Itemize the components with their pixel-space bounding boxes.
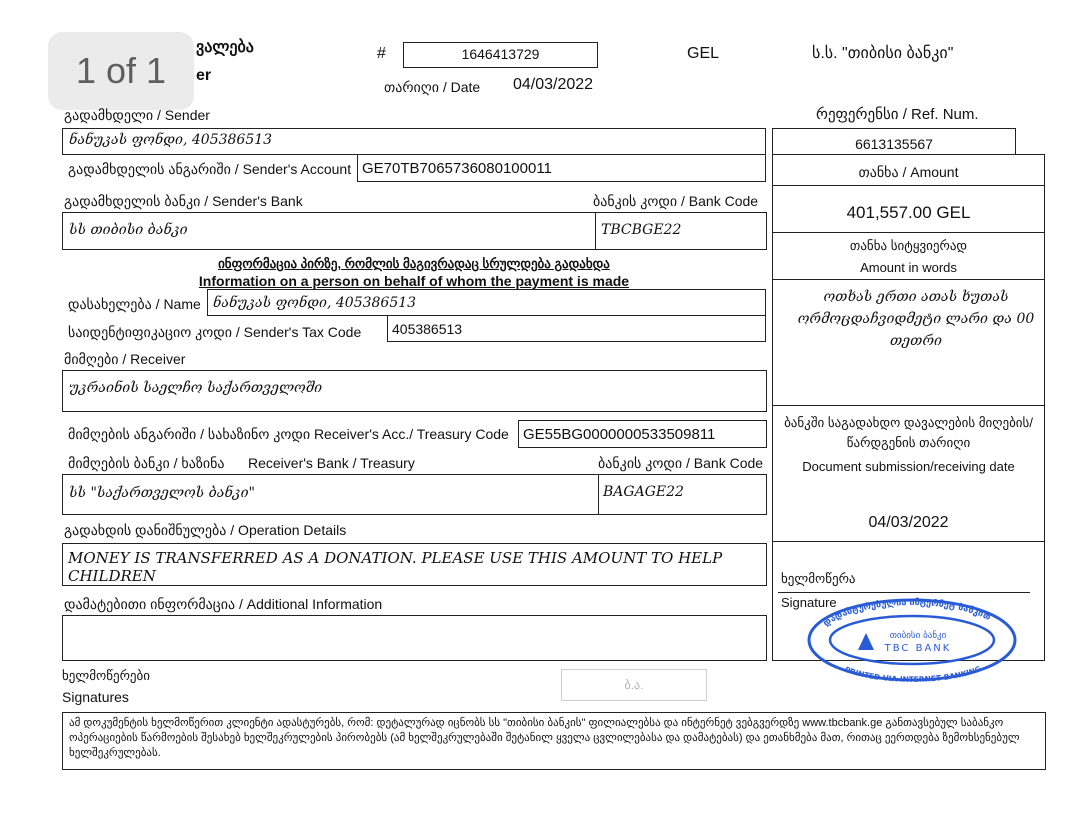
sender-name: ნანუკას ფონდი, 405386513 [62,128,766,155]
signature-label: ხელმოწერა [781,571,856,586]
receiver-bank-label-en: Receiver's Bank / Treasury [248,455,415,471]
behalf-heading: ინფორმაცია პირზე, რომლის მაგივრადაც სრულდება გადახდა [218,256,610,271]
signature-label-en: Signature [781,595,837,610]
reference-number: 6613135567 [772,128,1016,155]
signatures-label: ხელმოწერები [62,668,150,683]
receiver-bank-code: BAGAGE22 [603,484,684,500]
behalf-tax-label: საიდენტიფიკაციო კოდი / Sender's Tax Code [68,324,362,340]
receiver-bank: სს "საქართველოს ბანკი" [62,474,767,515]
number-sign: # [377,45,386,62]
operation-details: MONEY IS TRANSFERRED AS A DONATION. PLEASE USE THIS AMOUNT TO HELP CHILDREN [62,543,767,586]
date-label: თარიღი / Date [384,79,481,95]
submission-label: ბანკში საგადახდო დავალების მიღების/წარდგენის თარიღი [784,415,1033,450]
divider [772,279,1045,280]
amount-in-words: ოთხას ერთი ათას ხუთას ორმოცდაჩვიდმეტი ლარი და 00 თეთრი [797,289,1035,349]
stamp-arc-top: დადასტურებულია ინტერნეტ ბანკით [821,597,992,629]
behalf-tax-code: 405386513 [387,315,766,342]
sender-bank-code: TBCBGE22 [601,222,682,238]
document-title-fragment: ვალება [196,39,254,56]
bank-name: ს.ს. "თიბისი ბანკი" [812,45,954,62]
signature-placeholder: ბ.ა. [561,669,707,701]
signatures-label-en: Signatures [62,689,129,705]
currency: GEL [687,45,720,62]
divider [598,474,599,515]
amount-panel [772,154,1045,406]
sender-bank-label: გადამხდელის ბანკი / Sender's Bank [64,193,303,209]
submission-label-en-1: Document submission/receiving date [802,459,1015,474]
submission-date: 04/03/2022 [868,514,949,531]
document-number: 1646413729 [403,42,598,68]
divider [595,212,596,250]
additional-info-label: დამატებითი ინფორმაცია / Additional Information [64,596,383,612]
sender-label: გადამხდელი / Sender [64,107,210,123]
behalf-heading-en: Information on a person on behalf of whom the payment is made [198,273,630,289]
stamp-arc-bottom: PRINTED VIA INTERNET BANKING [843,664,983,683]
tbc-bank-stamp [806,597,1018,683]
document-date: 04/03/2022 [513,76,594,93]
amount-value: 401,557.00 GEL [846,203,971,222]
amount-words-label: თანხა სიტყვიერად [849,238,968,253]
signature-line [778,592,1030,593]
page-indicator [48,32,194,110]
sender-account: GE70TB7065736080100011 [357,154,766,182]
receiver-bank-label: მიმღების ბანკი / ხაზინა [68,455,225,471]
amount-words-label-en: Amount in words [860,260,957,275]
sender-bank: სს თიბისი ბანკი [62,212,767,250]
receiver-name: უკრაინის საელჩო საქართველოში [62,370,767,412]
receiver-bank-code-label: ბანკის კოდი / Bank Code [598,455,764,471]
receiver-account: GE55BG0000000533509811 [518,420,767,448]
tbc-logo-icon [858,633,874,650]
additional-info-field [62,615,767,661]
stamp-bank-ka: თიბისი ბანკი [889,631,947,641]
page-indicator-label: 1 of 1 [75,50,167,91]
behalf-name: ნანუკას ფონდი, 405386513 [207,289,766,316]
sender-account-label: გადამხდელის ანგარიში / Sender's Account [68,161,352,177]
operation-label: გადახდის დანიშნულება / Operation Details [64,522,347,538]
stamp-bank-en: TBC BANK [884,643,952,654]
divider [772,185,1045,186]
receiver-account-label: მიმღების ანგარიში / სახაზინო კოდი Receiver's Acc./ Treasury Code [68,426,509,442]
document-title-fragment-en: er [196,67,212,84]
disclaimer: ამ დოკუმენტის ხელმოწერით კლიენტი ადასტურებს, რომ: დეტალურად იცნობს სს "თიბისი ბანკის" ფილიალებსა და ინტერნეტ ვებგვერდზე www.tbcbank.ge განთავსებულ საბანკო ოპერაციების წარმოების შესახებ ხელშეკრულების პირობებს (ამ ხელშეკრულებაში შეტანილ ყველა ცვლილებასა და დამატებას) და ეთანხმება მათ, რითაც ეერთდება ზემოხსენებულ ხელშეკრულებას. [62,712,1046,770]
behalf-name-label: დასახელება / Name [68,296,201,312]
reference-label: რეფერენსი / Ref. Num. [816,106,979,123]
receiver-label: მიმღები / Receiver [64,351,186,367]
svg-text:PRINTED VIA INTERNET BANKING [843,664,982,683]
amount-label: თანხა / Amount [858,164,959,180]
sender-bank-code-label: ბანკის კოდი / Bank Code [593,193,759,209]
divider [772,232,1045,233]
